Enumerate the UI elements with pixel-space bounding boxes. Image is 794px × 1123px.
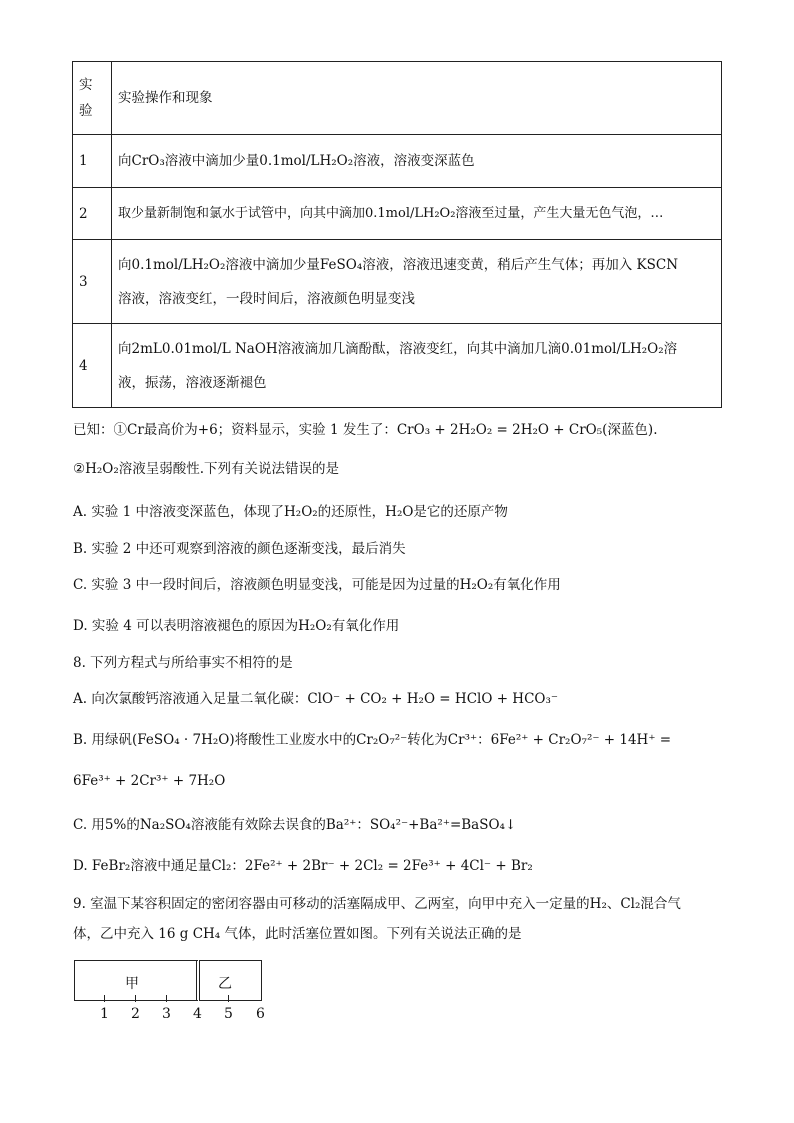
- scale-tick: [166, 995, 167, 1002]
- q8-option-b-line1: B. 用绿矾(FeSO₄ · 7H₂O)将酸性工业废水中的Cr₂O₇²⁻转化为Cr³⁺：6Fe²⁺ + Cr₂O₇²⁻ + 14H⁺ =: [73, 732, 672, 748]
- q7-option-a: A. 实验 1 中溶液变深蓝色，体现了H₂O₂的还原性，H₂O是它的还原产物: [73, 504, 508, 520]
- row-text: 取少量新制饱和氯水于试管中，向其中滴加0.1mol/LH₂O₂溶液至过量，产生大量无色气泡，…: [112, 188, 722, 240]
- table-header-row: [73, 62, 722, 135]
- scale-tick: [104, 995, 105, 1002]
- known-line-1: 已知：①Cr最高价为+6；资料显示，实验 1 发生了：CrO₃ + 2H₂O₂ = 2H₂O + CrO₅(深蓝色).: [73, 422, 658, 438]
- row-text-line2: 液，振荡，溶液逐渐褪色: [118, 374, 267, 391]
- row-text-line2: 溶液，溶液变红，一段时间后，溶液颜色明显变浅: [118, 290, 415, 307]
- row-text: [112, 240, 722, 324]
- q9-stem-line2: 体，乙中充入 16 g CH₄ 气体，此时活塞位置如图。下列有关说法正确的是: [73, 926, 522, 942]
- q8-stem: 8. 下列方程式与所给事实不相符的是: [73, 655, 293, 671]
- table-row: [73, 324, 722, 408]
- scale-label: 5: [224, 1006, 233, 1022]
- scale-label: 2: [131, 1006, 140, 1022]
- row-number: 2: [73, 188, 112, 240]
- scale-tick: [228, 995, 229, 1002]
- scale-label: 6: [256, 1006, 265, 1022]
- q7-option-d: D. 实验 4 可以表明溶液褪色的原因为H₂O₂有氧化作用: [73, 618, 400, 634]
- chamber-yi-label: 乙: [218, 976, 232, 992]
- q8-option-b-line2: 6Fe³⁺ + 2Cr³⁺ + 7H₂O: [73, 773, 226, 789]
- header-experiment-cell: [73, 62, 112, 135]
- header-experiment-line2: 验: [79, 103, 93, 119]
- table-row: [73, 188, 722, 240]
- q7-option-c: C. 实验 3 中一段时间后，溶液颜色明显变浅，可能是因为过量的H₂O₂有氧化作用: [73, 577, 561, 593]
- experiment-table: [72, 61, 722, 408]
- scale-label: 1: [100, 1006, 109, 1022]
- chamber-yi: [200, 960, 262, 1001]
- row-text-line1: 向2mL0.01mol/L NaOH溶液滴加几滴酚酞，溶液变红，向其中滴加几滴0.01mol/LH₂O₂溶: [118, 340, 678, 357]
- chamber-jia-label: 甲: [125, 976, 139, 992]
- table-row: [73, 240, 722, 324]
- header-experiment-line1: 实: [79, 77, 93, 93]
- q7-option-b: B. 实验 2 中还可观察到溶液的颜色逐渐变浅，最后消失: [73, 541, 406, 557]
- known-line-2: ②H₂O₂溶液呈弱酸性.下列有关说法错误的是: [73, 461, 340, 477]
- q8-option-d: D. FeBr₂溶液中通足量Cl₂：2Fe²⁺ + 2Br⁻ + 2Cl₂ = 2Fe³⁺ + 4Cl⁻ + Br₂: [73, 858, 533, 874]
- scale-tick: [135, 995, 136, 1002]
- header-operation-cell: 实验操作和现象: [112, 62, 722, 135]
- row-text-line1: 向0.1mol/LH₂O₂溶液中滴加少量FeSO₄溶液，溶液迅速变黄，稍后产生气体；再加入 KSCN: [118, 256, 679, 273]
- q9-stem-line1: 9. 室温下某容积固定的密闭容器由可移动的活塞隔成甲、乙两室，向甲中充入一定量的H₂、Cl₂混合气: [73, 896, 681, 912]
- row-number: 4: [73, 324, 112, 408]
- chamber-jia: [74, 960, 198, 1001]
- row-text: 向CrO₃溶液中滴加少量0.1mol/LH₂O₂溶液，溶液变深蓝色: [112, 135, 722, 188]
- q8-option-c: C. 用5%的Na₂SO₄溶液能有效除去误食的Ba²⁺：SO₄²⁻+Ba²⁺=BaSO₄↓: [73, 817, 517, 833]
- q8-option-a: A. 向次氯酸钙溶液通入足量二氧化碳：ClO⁻ + CO₂ + H₂O = HClO + HCO₃⁻: [73, 691, 559, 707]
- table-row: [73, 135, 722, 188]
- row-number: 1: [73, 135, 112, 188]
- scale-label: 4: [193, 1006, 202, 1022]
- row-text: [112, 324, 722, 408]
- scale-label: 3: [162, 1006, 171, 1022]
- row-number: 3: [73, 240, 112, 324]
